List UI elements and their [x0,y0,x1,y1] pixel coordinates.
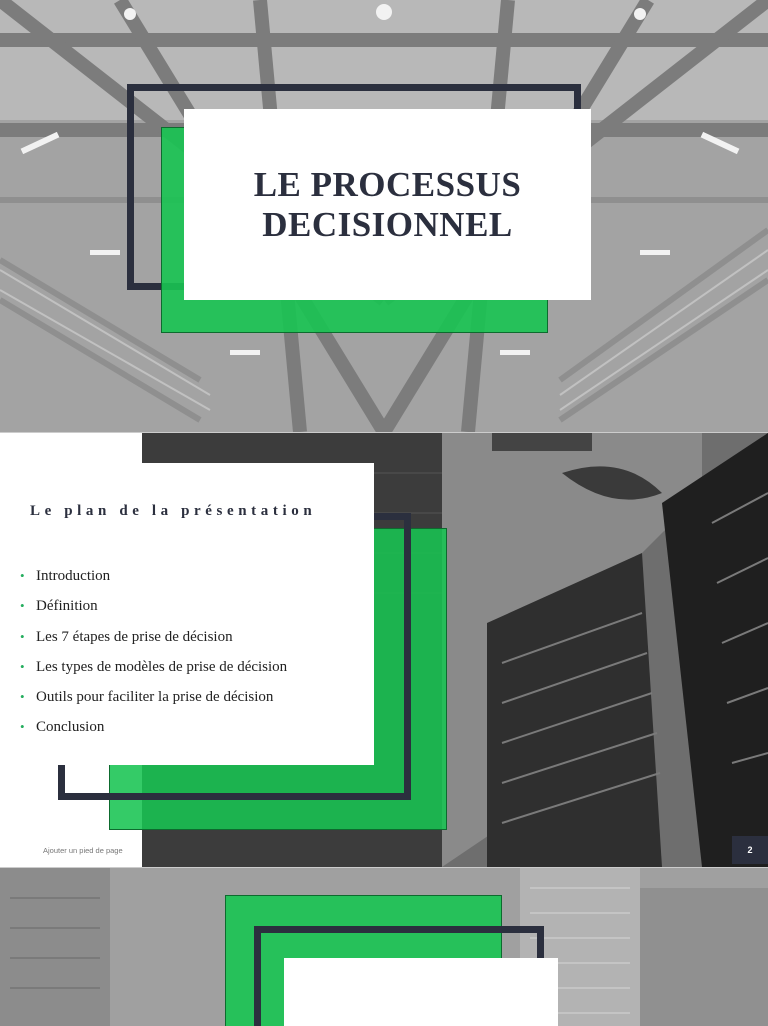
slide-title [0,0,768,432]
bullet-icon: • [20,658,25,674]
title-card [184,109,591,300]
list-item [20,682,287,712]
agenda-list [20,561,287,743]
list-item-text: Les types de modèles de prise de décision [36,658,288,675]
list-item-text: Définition [36,598,98,615]
slide-third [0,867,768,1026]
agenda-frame-left-edge [58,763,65,800]
agenda-card-top-strip [0,433,142,463]
bullet-icon: • [20,628,25,644]
page-number-badge: 2 [732,836,768,864]
list-item-text: Outils pour faciliter la prise de décision [36,689,274,706]
agenda-frame-top-edge [374,513,411,520]
slide-title-text: LE PROCESSUS DECISIONNEL [253,164,522,244]
bullet-icon: • [20,568,25,583]
list-item-text: Introduction [36,568,111,584]
list-item [20,622,287,652]
list-item [20,712,287,742]
agenda-heading: Le plan de la présentation [30,503,317,519]
list-item [20,652,287,682]
list-item-text: Les 7 étapes de prise de décision [36,628,233,645]
bullet-icon: • [20,689,25,705]
bullet-icon: • [20,719,25,735]
slide-footer: Ajouter un pied de page [43,846,123,855]
bullet-icon: • [20,598,25,614]
slide-agenda [0,432,768,867]
list-item [20,591,287,621]
list-item [20,561,287,591]
third-slide-card [284,958,558,1026]
list-item-text: Conclusion [36,719,105,736]
